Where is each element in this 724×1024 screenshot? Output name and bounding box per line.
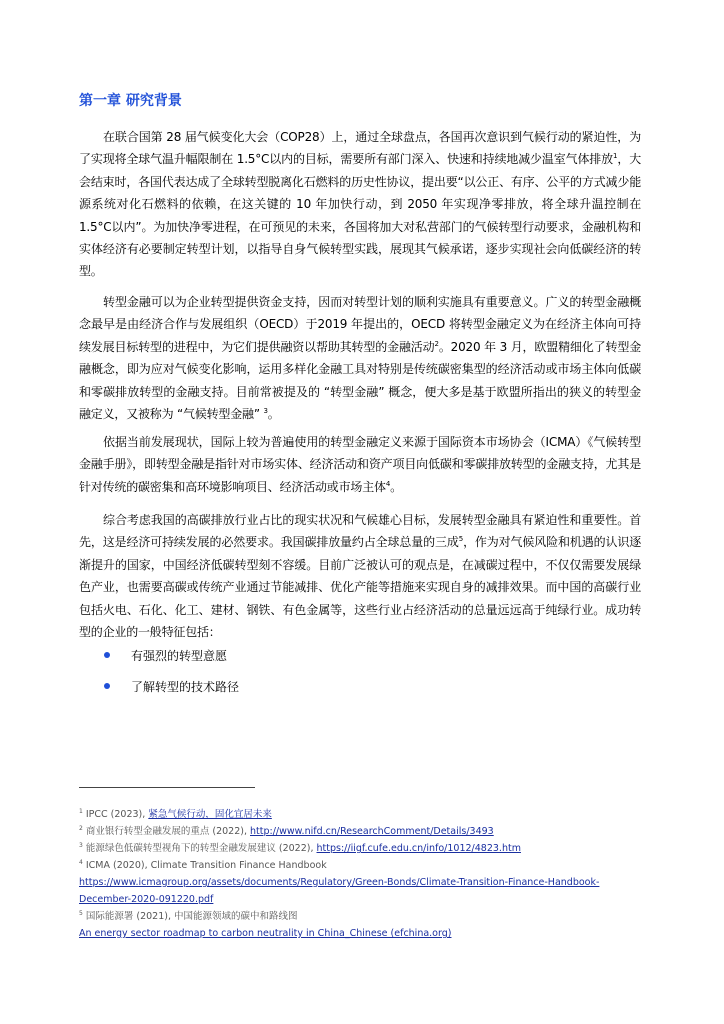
list-item (79, 677, 641, 708)
paragraph-text: 综合考虑我国的高碳排放行业占比的现实状况和气候雄心目标，发展转型金融具有紧迫性和重要性。首先，这是经济可持续发展的必然要求。我国碳排放量约占全球总量的三成 (79, 513, 641, 550)
paragraph-icma-definition (79, 431, 641, 498)
footnote-link[interactable]: 紧急气候行动，固化宜居未来 (148, 809, 272, 820)
footnote-link[interactable]: December-2020-091220.pdf (79, 894, 214, 905)
footnote-link[interactable]: http://www.nifd.cn/ResearchComment/Details/3493 (250, 826, 494, 837)
footnote-link[interactable]: https://www.icmagroup.org/assets/documents/Regulatory/Green-Bonds/Climate-Transition-Finance-Handbook- (79, 877, 600, 888)
paragraph-text: 依据当前发展现状，国际上较为普遍使用的转型金融定义来源于国际资本市场协会（ICMA）《气候转型金融手册》，即转型金融是指针对市场实体、经济活动和资产项目向低碳和零碳排放转型的金融支持，尤其是针对传统的碳密集和高环境影响项目、经济活动或市场主体 (79, 435, 641, 494)
chapter-title: 第一章 研究背景 (79, 93, 182, 109)
paragraph-text: 。 (267, 407, 280, 422)
footnote-source: 国际能源署 (2021), 中国能源领域的碳中和路线图 (85, 911, 298, 922)
footnote-link[interactable]: An energy sector roadmap to carbon neutrality in China_Chinese (efchina.org) (79, 928, 452, 939)
paragraph-text: 。2020 年 3 月，欧盟精细化了转型金融概念，即为应对气候变化影响，运用多样化金融工具对特别是传统碳密集型的经济活动或市场主体向低碳和零碳排放转型的金融支持。目前常被提及的 “转型金融” 概念，便大多是基于欧盟所指出的狭义的转型金融定义，又被称为 “气候转型金融” (79, 339, 641, 422)
footnote-ref[interactable]: 1 (613, 152, 618, 161)
footnote-1 (79, 806, 639, 823)
paragraph-text: 转型金融可以为企业转型提供资金支持，因而对转型计划的顺利实施具有重要意义。广义的转型金融概念最早是由经济合作与发展组织（OECD）于2019 年提出的，OECD 将转型金融定义为在经济主体向可持续发展目标转型的进程中，为它们提供融资以帮助其转型的金融活动 (79, 295, 641, 354)
bullet-text: 了解转型的技术路径 (131, 680, 240, 694)
footnote-ref[interactable]: 2 (434, 339, 439, 348)
paragraph-text: 。 (390, 479, 402, 494)
paragraph-china-context (79, 509, 641, 643)
bullet-text: 有强烈的转型意愿 (131, 649, 228, 663)
footnote-number: 1 (79, 807, 83, 815)
footnote-ref[interactable]: 5 (458, 535, 463, 544)
footnote-2 (79, 823, 639, 840)
footnote-number: 5 (79, 909, 83, 917)
footnote-ref[interactable]: 3 (263, 407, 268, 416)
footnote-source: ICMA (2020), Climate Transition Finance Handbook (85, 860, 327, 871)
footnote-divider (79, 787, 255, 788)
footnote-3 (79, 840, 639, 857)
paragraph-cop28 (79, 126, 641, 283)
footnote-number: 3 (79, 841, 83, 849)
footnote-number: 4 (79, 858, 83, 866)
list-item (79, 646, 641, 677)
paragraph-text: 在联合国第 28 届气候变化大会（COP28）上，通过全球盘点，各国再次意识到气候行动的紧迫性，为了实现将全球气温升幅限制在 1.5°C以内的目标，需要所有部门深入、快速和持续地减少温室气体排放 (79, 130, 641, 167)
footnote-source: 能源绿色低碳转型视角下的转型金融发展建议 (2022), (85, 843, 317, 854)
footnote-5 (79, 908, 639, 925)
footnote-source: IPCC (2023), (85, 809, 149, 820)
footnote-number: 2 (79, 824, 83, 832)
footnote-4 (79, 857, 639, 874)
paragraph-text: ，作为对气候风险和机遇的认识逐渐提升的国家，中国经济低碳转型刻不容缓。目前广泛被认可的观点是，在减碳过程中，不仅仅需要发展绿色产业，也需要高碳或传统产业通过节能减排、优化产能等措施来实现自身的减排效果。而中国的高碳行业包括火电、石化、化工、建材、钢铁、有色金属等，这些行业占经济活动的总量远远高于纯绿行业。成功转型的企业的一般特征包括： (79, 535, 641, 640)
footnote-4-link-line (79, 874, 639, 891)
footnotes (79, 806, 639, 942)
footnote-source: 商业银行转型金融发展的重点 (2022), (85, 826, 251, 837)
paragraph-text: ，大会结束时，各国代表达成了全球转型脱离化石燃料的历史性协议，提出要“以公正、有序、公平的方式减少能源系统对化石燃料的依赖，在这关键的 10 年加快行动，到 2050 年实现净零排放，将全球升温控制在 1.5°C以内”。为加快净零进程，在可预见的未来，各国将加大对私营部门的气候转型行动要求，金融机构和实体经济有必要制定转型计划，以指导自身气候转型实践，展现其气候承诺，逐步实现社会向低碳经济的转型。 (79, 152, 641, 279)
footnote-ref[interactable]: 4 (385, 479, 391, 488)
footnote-4-link-line (79, 891, 639, 908)
bullet-icon (104, 652, 110, 658)
footnote-5-link-line (79, 925, 639, 942)
feature-bullet-list (79, 646, 641, 708)
paragraph-transition-finance-definition (79, 291, 641, 425)
bullet-icon (104, 683, 110, 689)
footnote-link[interactable]: https://iigf.cufe.edu.cn/info/1012/4823.htm (316, 843, 521, 854)
